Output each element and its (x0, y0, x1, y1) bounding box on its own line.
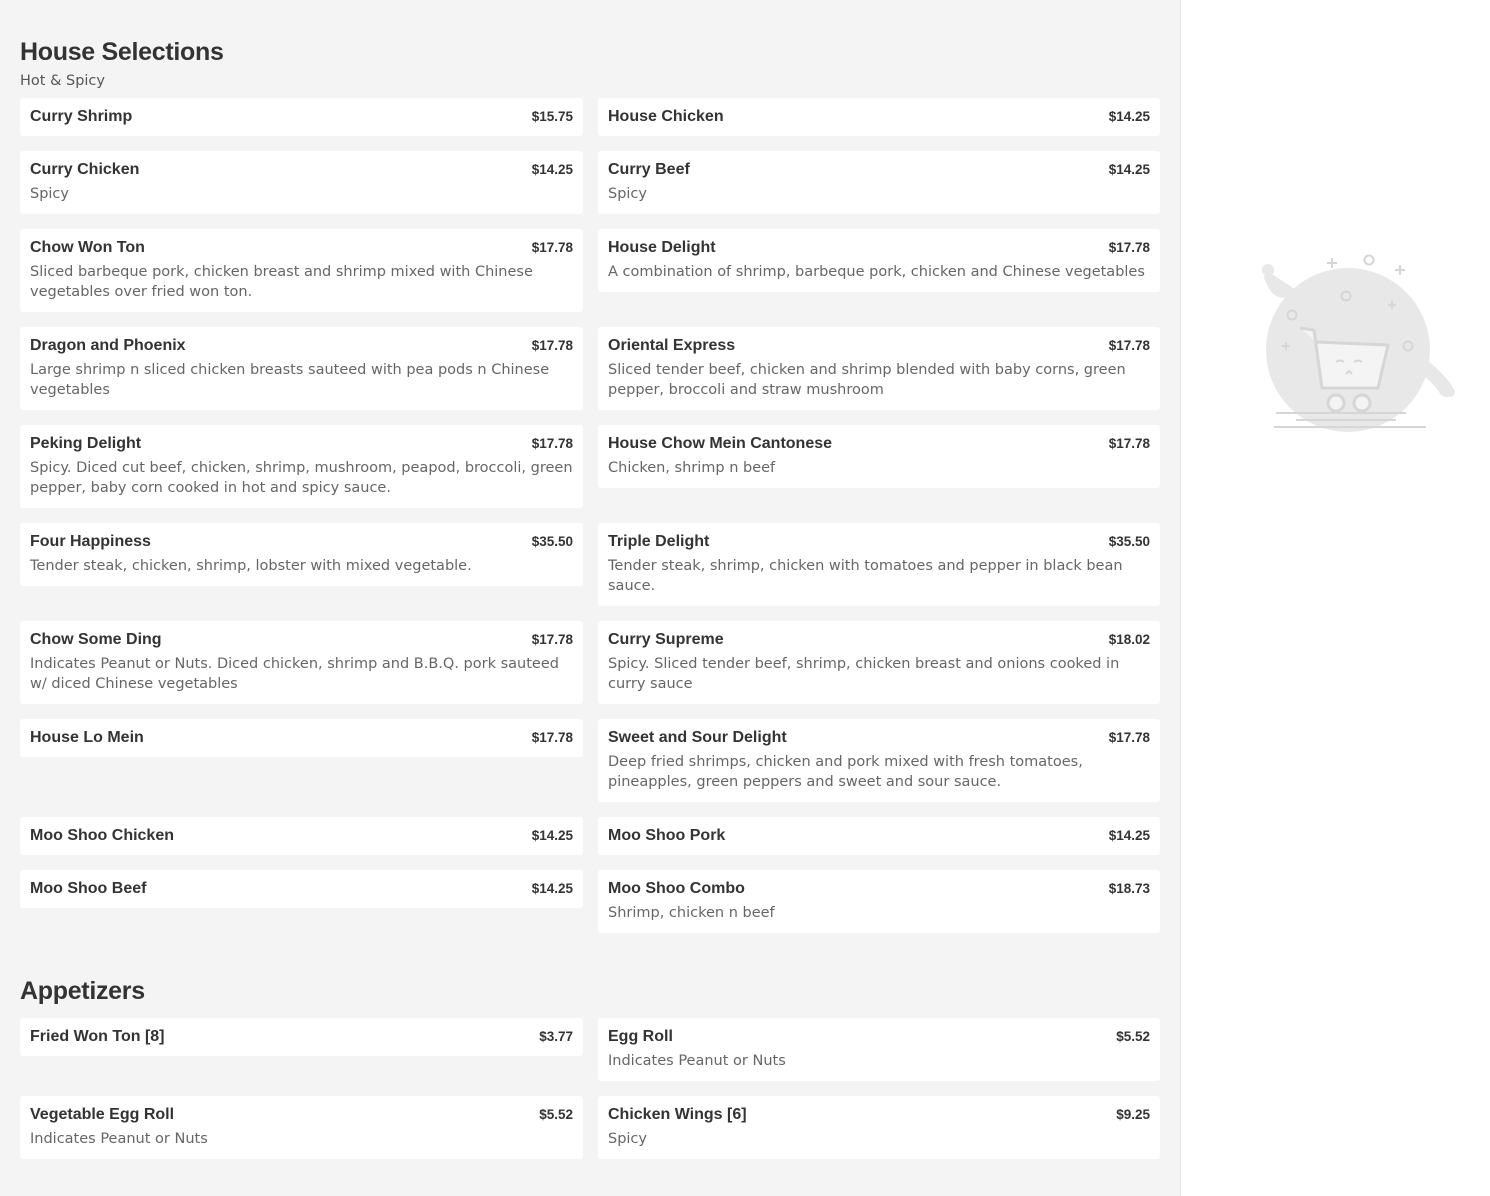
menu-item-header (30, 729, 573, 747)
menu-item-header (30, 108, 573, 126)
menu-item-fried-won-ton-8[interactable] (20, 1018, 583, 1056)
menu-item-name: Vegetable Egg Roll (30, 1106, 175, 1123)
menu-item-header (608, 729, 1150, 747)
menu-item-header (608, 1028, 1150, 1046)
menu-item-header (608, 880, 1150, 898)
menu-item-header (30, 1028, 573, 1046)
menu-item-name: Fried Won Ton [8] (30, 1028, 165, 1045)
menu-item-peking-delight[interactable] (20, 425, 583, 508)
menu-item-sweet-and-sour-delight[interactable] (598, 719, 1160, 802)
section-subtitle: Hot & Spicy (20, 73, 105, 89)
menu-item-name: Curry Chicken (30, 161, 140, 178)
menu-item-chow-won-ton[interactable] (20, 229, 583, 312)
menu-item-header (608, 435, 1150, 453)
menu-item-name: Sweet and Sour Delight (608, 729, 787, 746)
menu-item-header (30, 631, 573, 649)
menu-item-name: Peking Delight (30, 435, 142, 452)
cart-sidebar (1180, 0, 1490, 1196)
menu-item-header (30, 533, 573, 551)
menu-item-description: Chicken, shrimp n beef (608, 460, 776, 476)
menu-item-name: Chicken Wings [6] (608, 1106, 747, 1123)
menu-item-price: $5.52 (1116, 1029, 1150, 1044)
empty-cart-icon (1256, 250, 1456, 440)
menu-item-description: Indicates Peanut or Nuts (30, 1131, 208, 1147)
menu-item-description: Deep fried shrimps, chicken and pork mixed with fresh tomatoes, pineapples, green peppers and sweet and sour sauce. (608, 754, 1083, 790)
menu-item-price: $17.78 (531, 436, 573, 451)
menu-item-name: Dragon and Phoenix (30, 337, 186, 354)
menu-item-price: $17.78 (1108, 436, 1150, 451)
menu-item-description: Large shrimp n sliced chicken breasts sauteed with pea pods n Chinese vegetables (30, 362, 550, 398)
menu-item-name: Curry Supreme (608, 631, 724, 648)
menu-item-name: Egg Roll (608, 1028, 673, 1045)
menu-item-header (30, 1106, 573, 1124)
menu-item-description: Spicy. Sliced tender beef, shrimp, chicken breast and onions cooked in curry sauce (608, 656, 1120, 692)
menu-item-price: $18.02 (1108, 632, 1150, 647)
menu-item-name: Moo Shoo Beef (30, 880, 147, 897)
menu-item-name: House Chow Mein Cantonese (608, 435, 833, 452)
menu-item-curry-supreme[interactable] (598, 621, 1160, 704)
menu-item-price: $5.52 (539, 1107, 573, 1122)
menu-item-header (30, 337, 573, 355)
section-house-selections (20, 38, 1160, 933)
menu-item-header (608, 631, 1150, 649)
menu-item-name: Moo Shoo Pork (608, 827, 726, 844)
menu-item-description: Tender steak, chicken, shrimp, lobster with mixed vegetable. (30, 558, 472, 574)
menu-item-moo-shoo-combo[interactable] (598, 870, 1160, 933)
menu-item-price: $18.73 (1108, 881, 1150, 896)
menu-item-header (608, 239, 1150, 257)
menu-item-curry-shrimp[interactable] (20, 98, 583, 136)
menu-item-name: Oriental Express (608, 337, 736, 354)
menu-item-moo-shoo-beef[interactable] (20, 870, 583, 908)
menu-item-oriental-express[interactable] (598, 327, 1160, 410)
menu-item-name: Moo Shoo Combo (608, 880, 745, 897)
menu-item-four-happiness[interactable] (20, 523, 583, 586)
menu-item-name: Four Happiness (30, 533, 151, 550)
menu-item-description: Sliced tender beef, chicken and shrimp blended with baby corns, green pepper, broccoli and straw mushroom (608, 362, 1126, 398)
menu-item-price: $17.78 (531, 730, 573, 745)
menu-item-description: Indicates Peanut or Nuts. Diced chicken, shrimp and B.B.Q. pork sauteed w/ diced Chinese vegetables (30, 656, 559, 692)
menu-item-price: $14.25 (531, 828, 573, 843)
menu-item-house-delight[interactable] (598, 229, 1160, 292)
menu-item-header (608, 533, 1150, 551)
menu-item-house-lo-mein[interactable] (20, 719, 583, 757)
menu-item-chicken-wings-6[interactable] (598, 1096, 1160, 1159)
menu-item-moo-shoo-pork[interactable] (598, 817, 1160, 855)
menu-item-vegetable-egg-roll[interactable] (20, 1096, 583, 1159)
menu-item-description: Spicy (608, 186, 647, 202)
menu-item-name: Moo Shoo Chicken (30, 827, 174, 844)
menu-item-description: Sliced barbeque pork, chicken breast and shrimp mixed with Chinese vegetables over fried won ton. (30, 264, 533, 300)
menu-item-header (608, 827, 1150, 845)
menu-item-triple-delight[interactable] (598, 523, 1160, 606)
menu-item-price: $17.78 (531, 338, 573, 353)
section-title: House Selections (20, 38, 224, 66)
menu-item-house-chicken[interactable] (598, 98, 1160, 136)
menu-item-header (30, 435, 573, 453)
menu-item-price: $17.78 (1108, 730, 1150, 745)
menu-item-price: $14.25 (1108, 828, 1150, 843)
menu-item-description: Shrimp, chicken n beef (608, 905, 775, 921)
menu-item-description: A combination of shrimp, barbeque pork, chicken and Chinese vegetables (608, 264, 1145, 280)
menu-item-price: $35.50 (1108, 534, 1150, 549)
menu-item-price: $15.75 (531, 109, 573, 124)
menu-item-price: $17.78 (531, 240, 573, 255)
menu-item-price: $14.25 (531, 881, 573, 896)
menu-item-header (608, 1106, 1150, 1124)
menu-item-chow-some-ding[interactable] (20, 621, 583, 704)
menu-item-price: $17.78 (531, 632, 573, 647)
menu-item-description: Tender steak, shrimp, chicken with tomatoes and pepper in black bean sauce. (608, 558, 1123, 594)
section-appetizers (20, 977, 1160, 1159)
menu-item-description: Indicates Peanut or Nuts (608, 1053, 786, 1069)
menu-item-description: Spicy (30, 186, 69, 202)
menu-item-header (30, 880, 573, 898)
menu-item-price: $17.78 (1108, 240, 1150, 255)
menu-item-header (608, 161, 1150, 179)
menu-item-curry-beef[interactable] (598, 151, 1160, 214)
menu-item-price: $14.25 (1108, 162, 1150, 177)
menu-item-name: Curry Beef (608, 161, 690, 178)
menu-item-header (30, 239, 573, 257)
menu-item-header (608, 337, 1150, 355)
section-title: Appetizers (20, 977, 145, 1005)
menu-item-name: House Delight (608, 239, 716, 256)
menu-item-egg-roll[interactable] (598, 1018, 1160, 1081)
menu-item-name: House Lo Mein (30, 729, 144, 746)
menu-item-price: $14.25 (1108, 109, 1150, 124)
menu-list (20, 0, 1160, 1159)
menu-item-name: Triple Delight (608, 533, 710, 550)
menu-item-description: Spicy (608, 1131, 647, 1147)
menu-item-price: $35.50 (531, 534, 573, 549)
menu-item-header (30, 827, 573, 845)
menu-item-house-chow-mein-cantonese[interactable] (598, 425, 1160, 488)
menu-item-description: Spicy. Diced cut beef, chicken, shrimp, mushroom, peapod, broccoli, green pepper, baby corn cooked in hot and spicy sauce. (30, 460, 573, 496)
menu-item-moo-shoo-chicken[interactable] (20, 817, 583, 855)
menu-item-name: Chow Some Ding (30, 631, 162, 648)
menu-item-price: $17.78 (1108, 338, 1150, 353)
menu-item-name: Curry Shrimp (30, 108, 133, 125)
menu-item-name: Chow Won Ton (30, 239, 145, 256)
menu-item-header (30, 161, 573, 179)
menu-item-dragon-and-phoenix[interactable] (20, 327, 583, 410)
menu-item-price: $3.77 (539, 1029, 573, 1044)
menu-item-price: $9.25 (1116, 1107, 1150, 1122)
menu-item-price: $14.25 (531, 162, 573, 177)
menu-item-header (608, 108, 1150, 126)
menu-item-name: House Chicken (608, 108, 724, 125)
menu-item-curry-chicken[interactable] (20, 151, 583, 214)
